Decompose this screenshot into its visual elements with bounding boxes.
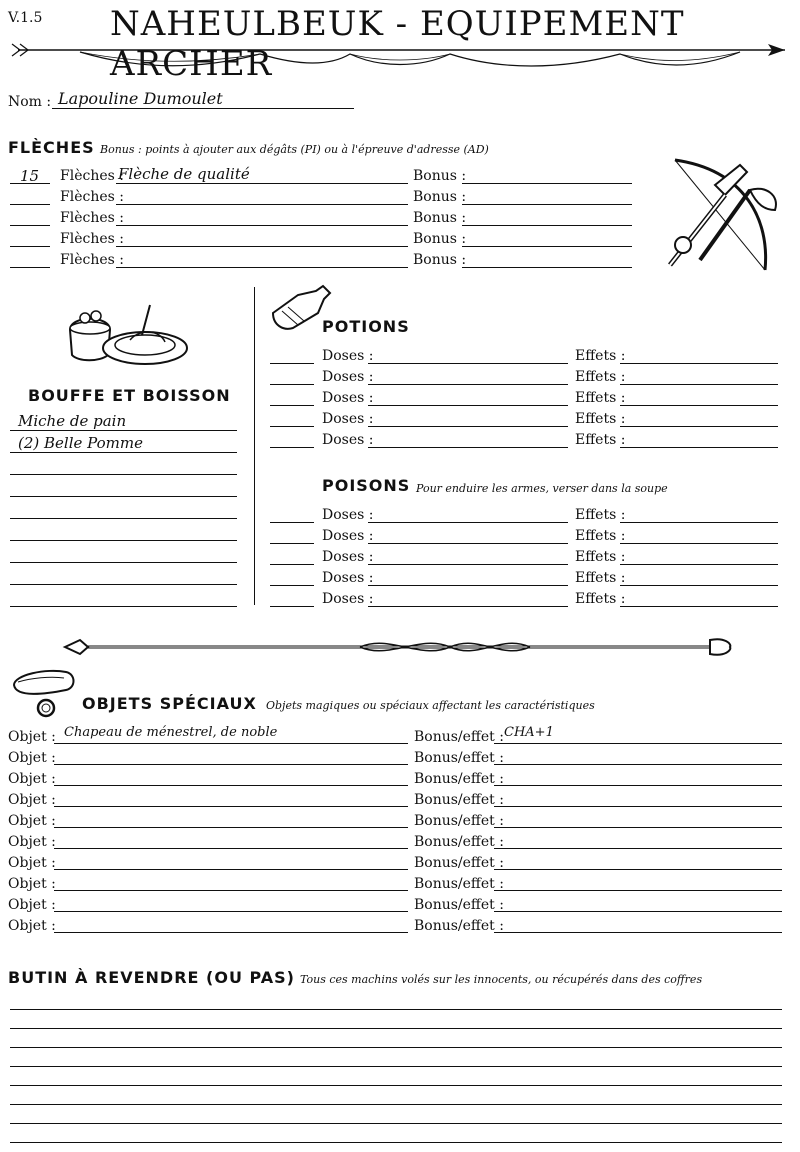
- fleches-bonus-line: [462, 204, 632, 205]
- objet-bonus-line: [494, 827, 782, 828]
- nom-label: Nom :: [8, 94, 52, 110]
- scroll-and-ring-icon: [6, 660, 81, 720]
- fleches-label: Flèches :: [60, 252, 124, 268]
- fleches-qty-line: [10, 267, 50, 268]
- potions-doses-line[interactable]: [368, 426, 568, 427]
- potions-doses-label: Doses :: [322, 390, 374, 406]
- fleches-label: Flèches :: [60, 189, 124, 205]
- page-title: NAHEULBEUK - EQUIPEMENT ARCHER: [110, 4, 685, 84]
- bouffe-line: [10, 584, 237, 585]
- objet-label: Objet :: [8, 855, 56, 871]
- objet-bonus-label: Bonus/effet :: [414, 918, 504, 934]
- objet-bonus-line: [494, 743, 782, 744]
- poisons-doses-label: Doses :: [322, 528, 374, 544]
- fleches-name-line: [116, 204, 408, 205]
- objet-label: Objet :: [8, 729, 56, 745]
- bouffe-title: BOUFFE ET BOISSON: [28, 386, 231, 405]
- objet-line: [54, 869, 408, 870]
- potions-effets-line[interactable]: [620, 363, 778, 364]
- potions-doses-line[interactable]: [368, 384, 568, 385]
- objet-line: [54, 743, 408, 744]
- nom-line: [52, 108, 354, 109]
- butin-line[interactable]: [10, 1104, 782, 1105]
- bouffe-line: [10, 562, 237, 563]
- bouffe-line: [10, 474, 237, 475]
- fleches-title: FLÈCHES: [8, 138, 95, 157]
- objet-line: [54, 911, 408, 912]
- objet-bonus-line: [494, 848, 782, 849]
- poisons-qty-line[interactable]: [270, 522, 314, 523]
- poisons-qty-line[interactable]: [270, 606, 314, 607]
- fleches-name-line: [116, 183, 408, 184]
- bouffe-line: [10, 452, 237, 453]
- butin-line[interactable]: [10, 1009, 782, 1010]
- fleches-qty-field[interactable]: 15: [20, 167, 40, 185]
- fleches-subtitle: Bonus : points à ajouter aux dégâts (PI) ou à l'épreuve d'adresse (AD): [100, 143, 489, 156]
- poisons-effets-line[interactable]: [620, 564, 778, 565]
- poisons-doses-line[interactable]: [368, 543, 568, 544]
- bouffe-item[interactable]: (2) Belle Pomme: [18, 434, 143, 452]
- objet-label: Objet :: [8, 771, 56, 787]
- poisons-title: POISONS: [322, 476, 411, 495]
- poisons-effets-line[interactable]: [620, 606, 778, 607]
- bouffe-line: [10, 518, 237, 519]
- objet-bonus-line: [494, 911, 782, 912]
- objet-bonus-line: [494, 806, 782, 807]
- objet-bonus-label: Bonus/effet :: [414, 750, 504, 766]
- poisons-doses-label: Doses :: [322, 549, 374, 565]
- objet-bonus-label: Bonus/effet :: [414, 729, 504, 745]
- fleches-label: Flèches :: [60, 168, 124, 184]
- fleches-name-line: [116, 267, 408, 268]
- objet-bonus-line: [494, 764, 782, 765]
- fleches-name-field[interactable]: Flèche de qualité: [118, 165, 250, 183]
- objet-bonus-field[interactable]: CHA+1: [504, 725, 554, 740]
- objet-bonus-label: Bonus/effet :: [414, 897, 504, 913]
- butin-subtitle: Tous ces machins volés sur les innocents, ou récupérés dans des coffres: [300, 973, 703, 986]
- fleches-name-line: [116, 246, 408, 247]
- objet-bonus-line: [494, 869, 782, 870]
- potions-doses-label: Doses :: [322, 369, 374, 385]
- objet-line: [54, 806, 408, 807]
- fleches-qty-line: [10, 204, 50, 205]
- butin-line[interactable]: [10, 1066, 782, 1067]
- poisons-doses-label: Doses :: [322, 591, 374, 607]
- bouffe-item[interactable]: Miche de pain: [18, 412, 127, 430]
- bouffe-line: [10, 606, 237, 607]
- fleches-qty-line: [10, 246, 50, 247]
- potions-qty-line[interactable]: [270, 447, 314, 448]
- objet-label: Objet :: [8, 834, 56, 850]
- objet-bonus-label: Bonus/effet :: [414, 792, 504, 808]
- poisons-doses-line[interactable]: [368, 585, 568, 586]
- objets-subtitle: Objets magiques ou spéciaux affectant les caractéristiques: [266, 699, 595, 712]
- potions-doses-label: Doses :: [322, 348, 374, 364]
- fleches-bonus-line: [462, 225, 632, 226]
- objet-bonus-label: Bonus/effet :: [414, 855, 504, 871]
- objet-field[interactable]: Chapeau de ménestrel, de noble: [64, 725, 278, 740]
- potions-qty-line[interactable]: [270, 426, 314, 427]
- poisons-qty-line[interactable]: [270, 543, 314, 544]
- potions-doses-line[interactable]: [368, 363, 568, 364]
- fleches-label: Flèches :: [60, 231, 124, 247]
- poisons-effets-label: Effets :: [575, 507, 626, 523]
- objet-label: Objet :: [8, 813, 56, 829]
- objets-title: OBJETS SPÉCIAUX: [82, 694, 257, 713]
- fleches-bonus-label: Bonus :: [413, 168, 467, 184]
- potions-effets-line[interactable]: [620, 447, 778, 448]
- poisons-effets-label: Effets :: [575, 549, 626, 565]
- poisons-doses-label: Doses :: [322, 507, 374, 523]
- objet-line: [54, 785, 408, 786]
- objet-label: Objet :: [8, 750, 56, 766]
- objet-bonus-line: [494, 785, 782, 786]
- potions-effets-label: Effets :: [575, 432, 626, 448]
- potions-qty-line[interactable]: [270, 384, 314, 385]
- objet-line: [54, 932, 408, 933]
- potions-doses-label: Doses :: [322, 432, 374, 448]
- fleches-bonus-line: [462, 246, 632, 247]
- objet-line: [54, 827, 408, 828]
- bouffe-line: [10, 496, 237, 497]
- food-plate-icon: [60, 300, 190, 375]
- version-label: V.1.5: [8, 10, 43, 26]
- potions-effets-line[interactable]: [620, 405, 778, 406]
- fleches-name-line: [116, 225, 408, 226]
- poisons-effets-label: Effets :: [575, 570, 626, 586]
- objet-line: [54, 848, 408, 849]
- nom-field[interactable]: Lapouline Dumoulet: [58, 89, 223, 108]
- objet-label: Objet :: [8, 897, 56, 913]
- potions-effets-label: Effets :: [575, 369, 626, 385]
- butin-line[interactable]: [10, 1085, 782, 1086]
- objet-label: Objet :: [8, 792, 56, 808]
- fleches-bonus-label: Bonus :: [413, 252, 467, 268]
- poisons-qty-line[interactable]: [270, 564, 314, 565]
- poisons-doses-line[interactable]: [368, 564, 568, 565]
- potions-effets-label: Effets :: [575, 411, 626, 427]
- potions-doses-line[interactable]: [368, 405, 568, 406]
- potions-effets-line[interactable]: [620, 426, 778, 427]
- butin-line[interactable]: [10, 1047, 782, 1048]
- fleches-bonus-label: Bonus :: [413, 189, 467, 205]
- objet-bonus-label: Bonus/effet :: [414, 876, 504, 892]
- bouffe-line: [10, 540, 237, 541]
- fleches-bonus-label: Bonus :: [413, 231, 467, 247]
- potions-doses-label: Doses :: [322, 411, 374, 427]
- objet-bonus-line: [494, 890, 782, 891]
- poisons-effets-line[interactable]: [620, 543, 778, 544]
- bow-and-weapons-icon: [655, 150, 795, 275]
- poisons-doses-line[interactable]: [368, 522, 568, 523]
- potions-doses-line[interactable]: [368, 447, 568, 448]
- poisons-effets-label: Effets :: [575, 591, 626, 607]
- poisons-effets-line[interactable]: [620, 522, 778, 523]
- potions-effets-line[interactable]: [620, 384, 778, 385]
- poisons-qty-line[interactable]: [270, 585, 314, 586]
- poisons-doses-line[interactable]: [368, 606, 568, 607]
- objet-label: Objet :: [8, 918, 56, 934]
- poisons-effets-label: Effets :: [575, 528, 626, 544]
- objet-label: Objet :: [8, 876, 56, 892]
- objet-bonus-label: Bonus/effet :: [414, 813, 504, 829]
- objet-bonus-label: Bonus/effet :: [414, 771, 504, 787]
- poisons-subtitle: Pour enduire les armes, verser dans la soupe: [416, 482, 668, 495]
- poisons-doses-label: Doses :: [322, 570, 374, 586]
- objet-bonus-label: Bonus/effet :: [414, 834, 504, 850]
- section-divider: [254, 287, 255, 605]
- bouffe-line: [10, 430, 237, 431]
- potions-effets-label: Effets :: [575, 348, 626, 364]
- objet-line: [54, 890, 408, 891]
- fleches-bonus-line: [462, 183, 632, 184]
- objet-bonus-line: [494, 932, 782, 933]
- fleches-qty-line: [10, 225, 50, 226]
- butin-line[interactable]: [10, 1028, 782, 1029]
- potions-title: POTIONS: [322, 317, 410, 336]
- poisons-effets-line[interactable]: [620, 585, 778, 586]
- butin-title: BUTIN À REVENDRE (OU PAS): [8, 968, 295, 987]
- objet-line: [54, 764, 408, 765]
- potions-effets-label: Effets :: [575, 390, 626, 406]
- butin-line[interactable]: [10, 1142, 782, 1143]
- potions-qty-line[interactable]: [270, 363, 314, 364]
- butin-line[interactable]: [10, 1123, 782, 1124]
- staff-divider-icon: [60, 632, 740, 662]
- fleches-bonus-line: [462, 267, 632, 268]
- potions-qty-line[interactable]: [270, 405, 314, 406]
- fleches-bonus-label: Bonus :: [413, 210, 467, 226]
- fleches-label: Flèches :: [60, 210, 124, 226]
